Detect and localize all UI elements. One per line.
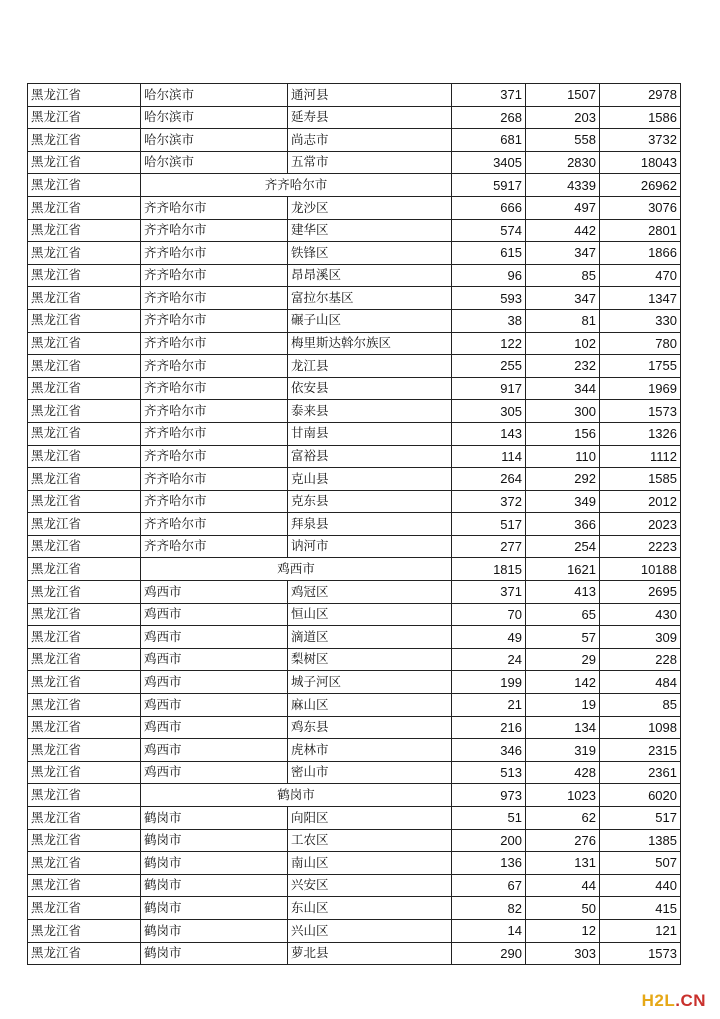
province-cell: 黑龙江省 [28,377,141,400]
data-table [27,83,681,965]
city-total-row [28,784,681,807]
table-row [28,490,681,513]
value-1-cell: 82 [452,897,526,920]
province-cell: 黑龙江省 [28,309,141,332]
table-row [28,196,681,219]
table-row [28,852,681,875]
value-3-cell: 507 [600,852,681,875]
province-cell: 黑龙江省 [28,106,141,129]
value-2-cell: 156 [526,422,600,445]
city-cell: 齐齐哈尔市 [141,242,288,265]
city-cell: 鹤岗市 [141,874,288,897]
province-cell: 黑龙江省 [28,219,141,242]
table-row [28,942,681,965]
city-total-cell: 鹤岗市 [141,784,452,807]
city-cell: 齐齐哈尔市 [141,468,288,491]
city-cell: 鹤岗市 [141,807,288,830]
province-cell: 黑龙江省 [28,513,141,536]
table-row [28,332,681,355]
province-cell: 黑龙江省 [28,332,141,355]
county-cell: 碾子山区 [288,309,452,332]
value-3-cell: 2801 [600,219,681,242]
county-cell: 龙沙区 [288,196,452,219]
county-cell: 富拉尔基区 [288,287,452,310]
value-3-cell: 470 [600,264,681,287]
value-3-cell: 85 [600,694,681,717]
city-cell: 鹤岗市 [141,919,288,942]
value-3-cell: 2012 [600,490,681,513]
table-row [28,671,681,694]
value-2-cell: 2830 [526,151,600,174]
city-cell: 齐齐哈尔市 [141,287,288,310]
province-cell: 黑龙江省 [28,400,141,423]
value-2-cell: 50 [526,897,600,920]
table-row [28,694,681,717]
table-row [28,761,681,784]
value-3-cell: 26962 [600,174,681,197]
value-3-cell: 121 [600,919,681,942]
value-2-cell: 4339 [526,174,600,197]
value-1-cell: 199 [452,671,526,694]
city-cell: 鸡西市 [141,648,288,671]
value-2-cell: 347 [526,287,600,310]
city-total-row [28,558,681,581]
value-3-cell: 6020 [600,784,681,807]
value-2-cell: 85 [526,264,600,287]
value-2-cell: 347 [526,242,600,265]
value-3-cell: 2695 [600,581,681,604]
value-3-cell: 3732 [600,129,681,152]
value-3-cell: 1347 [600,287,681,310]
city-total-cell: 齐齐哈尔市 [141,174,452,197]
city-cell: 齐齐哈尔市 [141,219,288,242]
table-row [28,129,681,152]
value-1-cell: 255 [452,355,526,378]
province-cell: 黑龙江省 [28,490,141,513]
province-cell: 黑龙江省 [28,761,141,784]
county-cell: 梨树区 [288,648,452,671]
value-3-cell: 1573 [600,942,681,965]
value-3-cell: 2023 [600,513,681,536]
city-cell: 齐齐哈尔市 [141,445,288,468]
city-cell: 鸡西市 [141,761,288,784]
county-cell: 虎林市 [288,739,452,762]
value-2-cell: 44 [526,874,600,897]
city-cell: 齐齐哈尔市 [141,490,288,513]
value-3-cell: 2315 [600,739,681,762]
value-1-cell: 49 [452,626,526,649]
value-3-cell: 309 [600,626,681,649]
table-row [28,897,681,920]
city-cell: 鸡西市 [141,739,288,762]
city-cell: 齐齐哈尔市 [141,264,288,287]
province-cell: 黑龙江省 [28,264,141,287]
value-1-cell: 1815 [452,558,526,581]
table-row [28,106,681,129]
province-cell: 黑龙江省 [28,558,141,581]
city-cell: 鸡西市 [141,694,288,717]
table-row [28,603,681,626]
province-cell: 黑龙江省 [28,626,141,649]
province-cell: 黑龙江省 [28,603,141,626]
city-cell: 鹤岗市 [141,897,288,920]
table-row [28,829,681,852]
city-cell: 哈尔滨市 [141,151,288,174]
value-1-cell: 264 [452,468,526,491]
county-cell: 延寿县 [288,106,452,129]
province-cell: 黑龙江省 [28,355,141,378]
city-cell: 鸡西市 [141,671,288,694]
value-1-cell: 305 [452,400,526,423]
value-2-cell: 131 [526,852,600,875]
value-1-cell: 143 [452,422,526,445]
province-cell: 黑龙江省 [28,242,141,265]
value-2-cell: 110 [526,445,600,468]
province-cell: 黑龙江省 [28,648,141,671]
city-total-row [28,174,681,197]
value-2-cell: 366 [526,513,600,536]
value-1-cell: 21 [452,694,526,717]
value-1-cell: 114 [452,445,526,468]
province-cell: 黑龙江省 [28,807,141,830]
value-2-cell: 232 [526,355,600,378]
value-3-cell: 1585 [600,468,681,491]
province-cell: 黑龙江省 [28,581,141,604]
value-1-cell: 38 [452,309,526,332]
table-row [28,377,681,400]
value-1-cell: 136 [452,852,526,875]
value-1-cell: 67 [452,874,526,897]
province-cell: 黑龙江省 [28,84,141,107]
county-cell: 恒山区 [288,603,452,626]
city-cell: 鸡西市 [141,716,288,739]
table-row [28,468,681,491]
county-cell: 南山区 [288,852,452,875]
value-3-cell: 3076 [600,196,681,219]
value-2-cell: 203 [526,106,600,129]
province-cell: 黑龙江省 [28,852,141,875]
city-cell: 齐齐哈尔市 [141,400,288,423]
value-3-cell: 228 [600,648,681,671]
table-row [28,422,681,445]
site-watermark-logo [642,991,706,1011]
county-cell: 讷河市 [288,535,452,558]
city-total-cell: 鸡西市 [141,558,452,581]
city-cell: 齐齐哈尔市 [141,332,288,355]
value-3-cell: 1098 [600,716,681,739]
value-2-cell: 57 [526,626,600,649]
value-2-cell: 1507 [526,84,600,107]
value-3-cell: 10188 [600,558,681,581]
county-cell: 拜泉县 [288,513,452,536]
province-cell: 黑龙江省 [28,422,141,445]
value-2-cell: 276 [526,829,600,852]
province-cell: 黑龙江省 [28,468,141,491]
value-2-cell: 300 [526,400,600,423]
table-row [28,807,681,830]
province-cell: 黑龙江省 [28,919,141,942]
value-2-cell: 558 [526,129,600,152]
province-cell: 黑龙江省 [28,897,141,920]
value-1-cell: 122 [452,332,526,355]
county-cell: 萝北县 [288,942,452,965]
value-1-cell: 973 [452,784,526,807]
value-3-cell: 440 [600,874,681,897]
province-cell: 黑龙江省 [28,716,141,739]
province-cell: 黑龙江省 [28,671,141,694]
table-row [28,581,681,604]
province-cell: 黑龙江省 [28,942,141,965]
province-cell: 黑龙江省 [28,829,141,852]
value-2-cell: 497 [526,196,600,219]
value-1-cell: 517 [452,513,526,536]
city-cell: 齐齐哈尔市 [141,377,288,400]
province-cell: 黑龙江省 [28,196,141,219]
value-1-cell: 70 [452,603,526,626]
table-row [28,445,681,468]
county-cell: 鸡冠区 [288,581,452,604]
county-cell: 克山县 [288,468,452,491]
value-3-cell: 1385 [600,829,681,852]
value-2-cell: 442 [526,219,600,242]
value-3-cell: 1112 [600,445,681,468]
value-3-cell: 1326 [600,422,681,445]
value-2-cell: 29 [526,648,600,671]
county-cell: 富裕县 [288,445,452,468]
value-3-cell: 1573 [600,400,681,423]
table-row [28,535,681,558]
value-1-cell: 96 [452,264,526,287]
table-row [28,874,681,897]
value-2-cell: 65 [526,603,600,626]
table-row [28,648,681,671]
value-1-cell: 216 [452,716,526,739]
value-1-cell: 200 [452,829,526,852]
value-1-cell: 5917 [452,174,526,197]
value-3-cell: 2223 [600,535,681,558]
province-cell: 黑龙江省 [28,784,141,807]
value-2-cell: 81 [526,309,600,332]
table-row [28,151,681,174]
city-cell: 齐齐哈尔市 [141,196,288,219]
province-cell: 黑龙江省 [28,535,141,558]
county-cell: 龙江县 [288,355,452,378]
watermark-part-b: .CN [675,991,706,1010]
value-2-cell: 303 [526,942,600,965]
province-cell: 黑龙江省 [28,874,141,897]
value-1-cell: 371 [452,84,526,107]
value-2-cell: 292 [526,468,600,491]
county-cell: 鸡东县 [288,716,452,739]
city-cell: 齐齐哈尔市 [141,513,288,536]
city-cell: 鹤岗市 [141,942,288,965]
value-2-cell: 62 [526,807,600,830]
value-1-cell: 666 [452,196,526,219]
county-cell: 工农区 [288,829,452,852]
value-3-cell: 1755 [600,355,681,378]
province-cell: 黑龙江省 [28,129,141,152]
city-cell: 哈尔滨市 [141,84,288,107]
value-3-cell: 2361 [600,761,681,784]
county-cell: 向阳区 [288,807,452,830]
county-cell: 滴道区 [288,626,452,649]
value-1-cell: 277 [452,535,526,558]
city-cell: 鸡西市 [141,603,288,626]
county-cell: 甘南县 [288,422,452,445]
value-1-cell: 615 [452,242,526,265]
value-3-cell: 330 [600,309,681,332]
value-2-cell: 12 [526,919,600,942]
table-row [28,84,681,107]
city-cell: 鸡西市 [141,581,288,604]
value-2-cell: 254 [526,535,600,558]
value-1-cell: 371 [452,581,526,604]
value-3-cell: 430 [600,603,681,626]
table-row [28,287,681,310]
value-2-cell: 142 [526,671,600,694]
county-cell: 依安县 [288,377,452,400]
value-2-cell: 413 [526,581,600,604]
city-cell: 齐齐哈尔市 [141,535,288,558]
value-1-cell: 681 [452,129,526,152]
table-row [28,400,681,423]
county-cell: 兴山区 [288,919,452,942]
value-3-cell: 2978 [600,84,681,107]
city-cell: 鹤岗市 [141,829,288,852]
county-cell: 梅里斯达斡尔族区 [288,332,452,355]
county-cell: 昂昂溪区 [288,264,452,287]
value-2-cell: 344 [526,377,600,400]
city-cell: 鹤岗市 [141,852,288,875]
value-2-cell: 319 [526,739,600,762]
county-cell: 五常市 [288,151,452,174]
county-cell: 建华区 [288,219,452,242]
value-2-cell: 1621 [526,558,600,581]
city-cell: 鸡西市 [141,626,288,649]
county-cell: 东山区 [288,897,452,920]
value-2-cell: 102 [526,332,600,355]
province-cell: 黑龙江省 [28,694,141,717]
city-cell: 哈尔滨市 [141,129,288,152]
province-cell: 黑龙江省 [28,445,141,468]
value-1-cell: 574 [452,219,526,242]
value-2-cell: 349 [526,490,600,513]
value-2-cell: 428 [526,761,600,784]
city-cell: 齐齐哈尔市 [141,422,288,445]
province-cell: 黑龙江省 [28,287,141,310]
city-cell: 齐齐哈尔市 [141,309,288,332]
value-3-cell: 1969 [600,377,681,400]
value-1-cell: 24 [452,648,526,671]
province-cell: 黑龙江省 [28,151,141,174]
value-1-cell: 917 [452,377,526,400]
value-2-cell: 1023 [526,784,600,807]
value-3-cell: 517 [600,807,681,830]
value-2-cell: 19 [526,694,600,717]
table-row [28,309,681,332]
city-cell: 哈尔滨市 [141,106,288,129]
county-cell: 城子河区 [288,671,452,694]
table-body [28,84,681,965]
county-cell: 泰来县 [288,400,452,423]
value-1-cell: 268 [452,106,526,129]
province-cell: 黑龙江省 [28,739,141,762]
value-3-cell: 780 [600,332,681,355]
table-row [28,242,681,265]
county-cell: 密山市 [288,761,452,784]
province-cell: 黑龙江省 [28,174,141,197]
county-cell: 通河县 [288,84,452,107]
table-row [28,355,681,378]
table-row [28,264,681,287]
value-3-cell: 18043 [600,151,681,174]
table-row [28,626,681,649]
county-cell: 克东县 [288,490,452,513]
city-cell: 齐齐哈尔市 [141,355,288,378]
table-row [28,919,681,942]
value-2-cell: 134 [526,716,600,739]
value-1-cell: 14 [452,919,526,942]
table-row [28,716,681,739]
county-cell: 尚志市 [288,129,452,152]
watermark-part-a: H2L [641,991,676,1010]
value-1-cell: 346 [452,739,526,762]
value-1-cell: 3405 [452,151,526,174]
table-row [28,219,681,242]
value-3-cell: 415 [600,897,681,920]
value-1-cell: 290 [452,942,526,965]
table-row [28,739,681,762]
value-1-cell: 372 [452,490,526,513]
value-3-cell: 484 [600,671,681,694]
value-3-cell: 1866 [600,242,681,265]
value-1-cell: 593 [452,287,526,310]
county-cell: 铁锋区 [288,242,452,265]
value-1-cell: 513 [452,761,526,784]
county-cell: 兴安区 [288,874,452,897]
county-cell: 麻山区 [288,694,452,717]
value-1-cell: 51 [452,807,526,830]
table-row [28,513,681,536]
value-3-cell: 1586 [600,106,681,129]
